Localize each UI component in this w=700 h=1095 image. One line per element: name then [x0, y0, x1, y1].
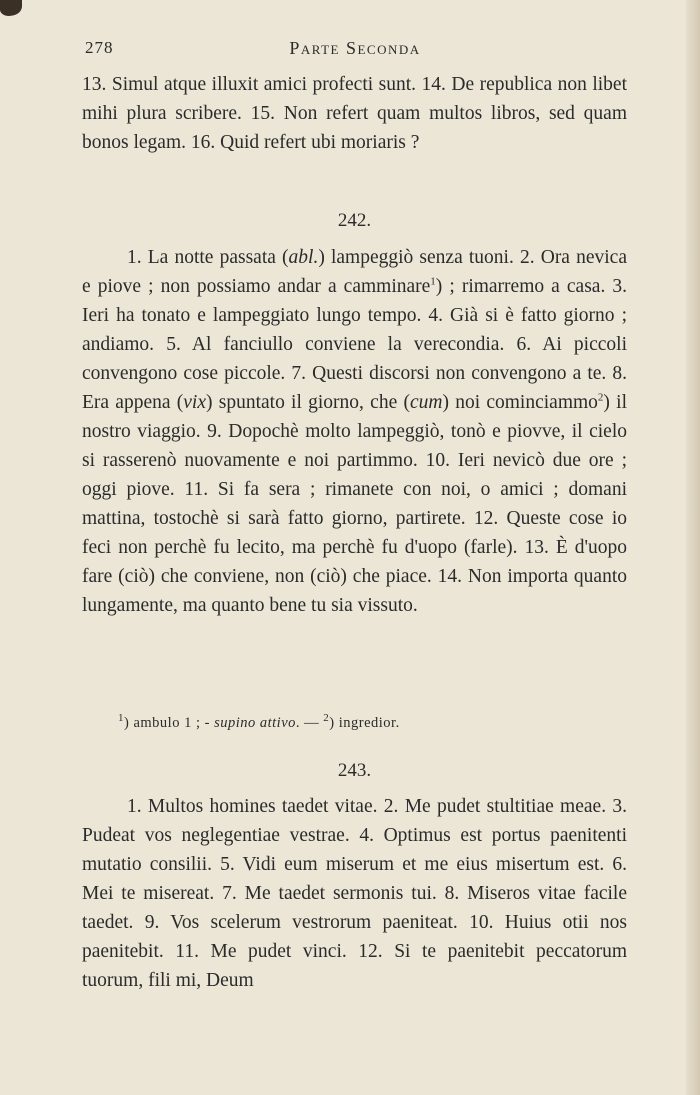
- section-number-243: 243.: [337, 760, 372, 781]
- footnote: $^1$) ambulo 1 ; - supino attivo. — $^2$) ingredior.: [118, 712, 400, 731]
- paragraph-exercise-242: 1. La notte passata (abl.) lampeggiò senza tuoni. 2. Ora nevica e piove ; non possiamo andar a camminare$^1$) ; rimarremo a casa. 3. Ieri ha tonato e lampeggiato lungo tempo. 4. Già si è fatto giorno ; andiamo. 5. Al fanciullo conviene la verecondia. 6. Ai piccoli convengono cose piccole. 7. Questi discorsi non convengono a te. 8. Era appena (vix) spuntato il giorno, che (cum) noi cominciammo$^2$) il nostro viaggio. 9. Dopochè molto lampeggiò, tonò e piovve, il cielo si rasserenò nuovamente e noi partimmo. 10. Ieri nevicò due ore ; oggi piove. 11. Si fa sera ; rimanete con noi, o amici ; domani mattina, tostochè si sarà fatto giorno, partirete. 12. Queste cose io feci non perchè fu lecito, ma perchè fu d'uopo (farle). 13. È d'uopo fare (ciò) che conviene, non (ciò) che piace. 14. Non importa quanto lungamente, ma quanto bene tu sia vissuto.: [82, 247, 627, 616]
- page-number: 278: [85, 38, 114, 57]
- page-edge: [686, 0, 700, 1095]
- footnote-marker: 2: [597, 391, 604, 404]
- paragraph-exercise-243: 1. Multos homines taedet vitae. 2. Me pudet stultitiae meae. 3. Pudeat vos neglegentiae vestrae. 4. Optimus est portus paenitenti mutatio consilii. 5. Vidi eum miserum et me eius misertum est. 6. Mei te misereat. 7. Me taedet sermonis tui. 8. Miseros vitae facile taedet. 9. Vos scelerum vestrorum paeniteat. 10. Huius otii nos paenitebit. 11. Me pudet vinci. 12. Si te paenitebit peccatorum tuorum, fili mi, Deum: [82, 796, 627, 991]
- paragraph-exercise-241-end: 13. Simul atque illuxit amici profecti sunt. 14. De republica non libet mihi plura scribere. 15. Non refert quam multos libros, sed quam bonos legam. 16. Quid refert ubi moriaris ?: [82, 74, 627, 153]
- footnote-marker: 1: [430, 275, 436, 288]
- ink-mark: [0, 0, 22, 16]
- running-title: Parte Seconda: [289, 38, 421, 58]
- section-number-242: 242.: [337, 210, 372, 231]
